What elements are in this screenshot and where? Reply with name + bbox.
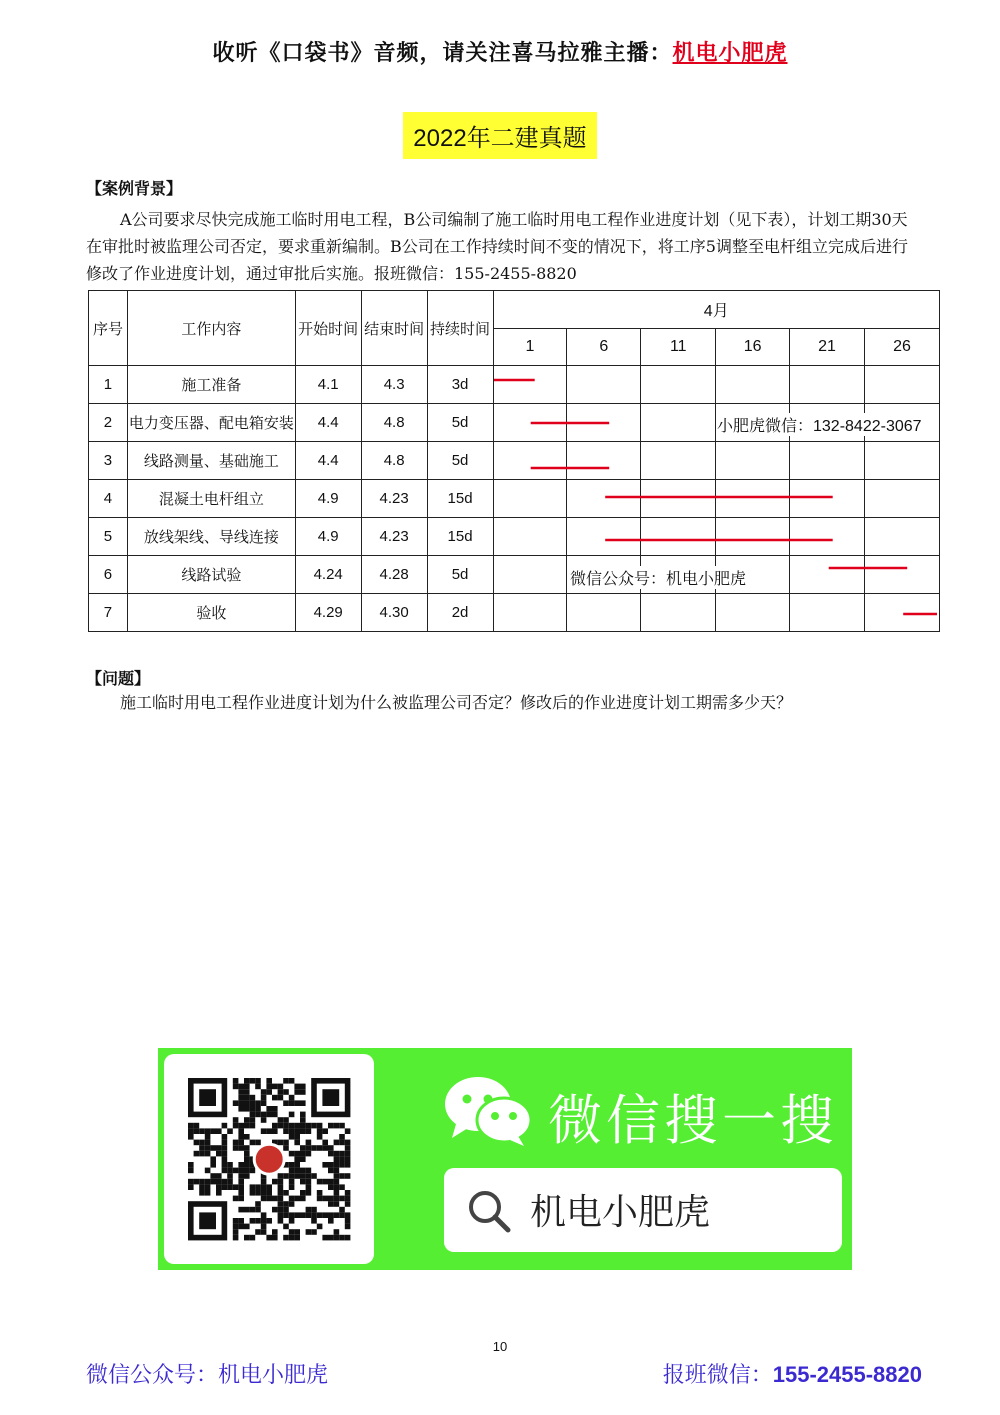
footer-right-prefix: 报班微信： [662,1363,773,1388]
cell-end: 4.8 [361,404,427,442]
header-prefix: 收听《口袋书》音频，请关注喜马拉雅主播： [212,40,673,66]
cell-duration: 15d [427,480,493,518]
footer-right [663,1358,922,1389]
table-row [89,556,940,594]
cell-duration: 5d [427,442,493,480]
qr-code-icon [164,1054,374,1264]
cell-start: 4.4 [295,442,361,480]
cell-task: 电力变压器、配电箱安装 [127,404,295,442]
cell-duration: 5d [427,404,493,442]
cell-end: 4.3 [361,366,427,404]
cell-start: 4.9 [295,480,361,518]
wechat-search-banner[interactable] [158,1048,852,1270]
table-row [89,480,940,518]
schedule-table [88,290,940,632]
day-tick: 6 [567,329,641,366]
title-wrap [0,112,1000,159]
banner-search-box[interactable] [444,1168,842,1252]
wechat-note: 小肥虎微信：132-8422-3067 [717,413,922,436]
banner-search-text: 机电小肥虎 [530,1192,711,1233]
page-header [0,36,1000,67]
qr-code-box [164,1054,374,1264]
day-tick: 11 [641,329,716,366]
cell-no: 6 [89,556,128,594]
col-header-duration: 持续时间 [427,291,493,366]
cell-end: 4.23 [361,518,427,556]
col-header-month: 4月 [493,291,939,329]
search-icon [466,1188,512,1234]
banner-title: 微信搜一搜 [548,1089,838,1152]
cell-duration: 3d [427,366,493,404]
background-paragraph: A公司要求尽快完成施工临时用电工程，B公司编制了施工临时用电工程作业进度计划（见下表），计划工期30天在审批时被监理公司否定，要求重新编制。B公司在工作持续时间不变的情况下，将工序5调整至电杆组立完成后进行修改了作业进度计划，通过审批后实施。报班微信：155-2455-8820 [86,210,908,283]
footer-left: 微信公众号：机电小肥虎 [86,1363,329,1388]
page-title: 2022年二建真题 [403,112,596,159]
cell-end: 4.23 [361,480,427,518]
cell-duration: 5d [427,556,493,594]
cell-duration: 2d [427,594,493,632]
cell-no: 1 [89,366,128,404]
day-tick: 26 [865,329,940,366]
page-number: 10 [492,1339,508,1354]
wechat-logo-icon [442,1074,534,1146]
official-account-note: 微信公众号：机电小肥虎 [570,566,746,589]
col-header-start: 开始时间 [295,291,361,366]
cell-task: 放线架线、导线连接 [127,518,295,556]
cell-no: 2 [89,404,128,442]
cell-task: 验收 [127,594,295,632]
table-row [89,594,940,632]
cell-task: 混凝土电杆组立 [127,480,295,518]
question-text: 施工临时用电工程作业进度计划为什么被监理公司否定？修改后的作业进度计划工期需多少天？ [120,693,793,712]
cell-duration: 15d [427,518,493,556]
background-heading: 【案例背景】 [86,179,183,198]
cell-start: 4.29 [295,594,361,632]
cell-task: 施工准备 [127,366,295,404]
cell-no: 5 [89,518,128,556]
footer-phone: 155-2455-8820 [772,1362,922,1387]
table-row [89,366,940,404]
cell-end: 4.30 [361,594,427,632]
cell-start: 4.1 [295,366,361,404]
cell-start: 4.4 [295,404,361,442]
cell-no: 3 [89,442,128,480]
cell-task: 线路试验 [127,556,295,594]
cell-start: 4.9 [295,518,361,556]
day-tick: 16 [716,329,790,366]
header-anchor-link[interactable]: 机电小肥虎 [672,40,788,66]
cell-no: 4 [89,480,128,518]
day-tick: 21 [790,329,865,366]
day-tick: 1 [493,329,567,366]
cell-start: 4.24 [295,556,361,594]
cell-end: 4.8 [361,442,427,480]
col-header-task: 工作内容 [127,291,295,366]
col-header-end: 结束时间 [361,291,427,366]
cell-no: 7 [89,594,128,632]
cell-end: 4.28 [361,556,427,594]
cell-task: 线路测量、基础施工 [127,442,295,480]
col-header-no: 序号 [89,291,128,366]
table-row [89,518,940,556]
table-row [89,442,940,480]
question-heading: 【问题】 [86,669,151,688]
